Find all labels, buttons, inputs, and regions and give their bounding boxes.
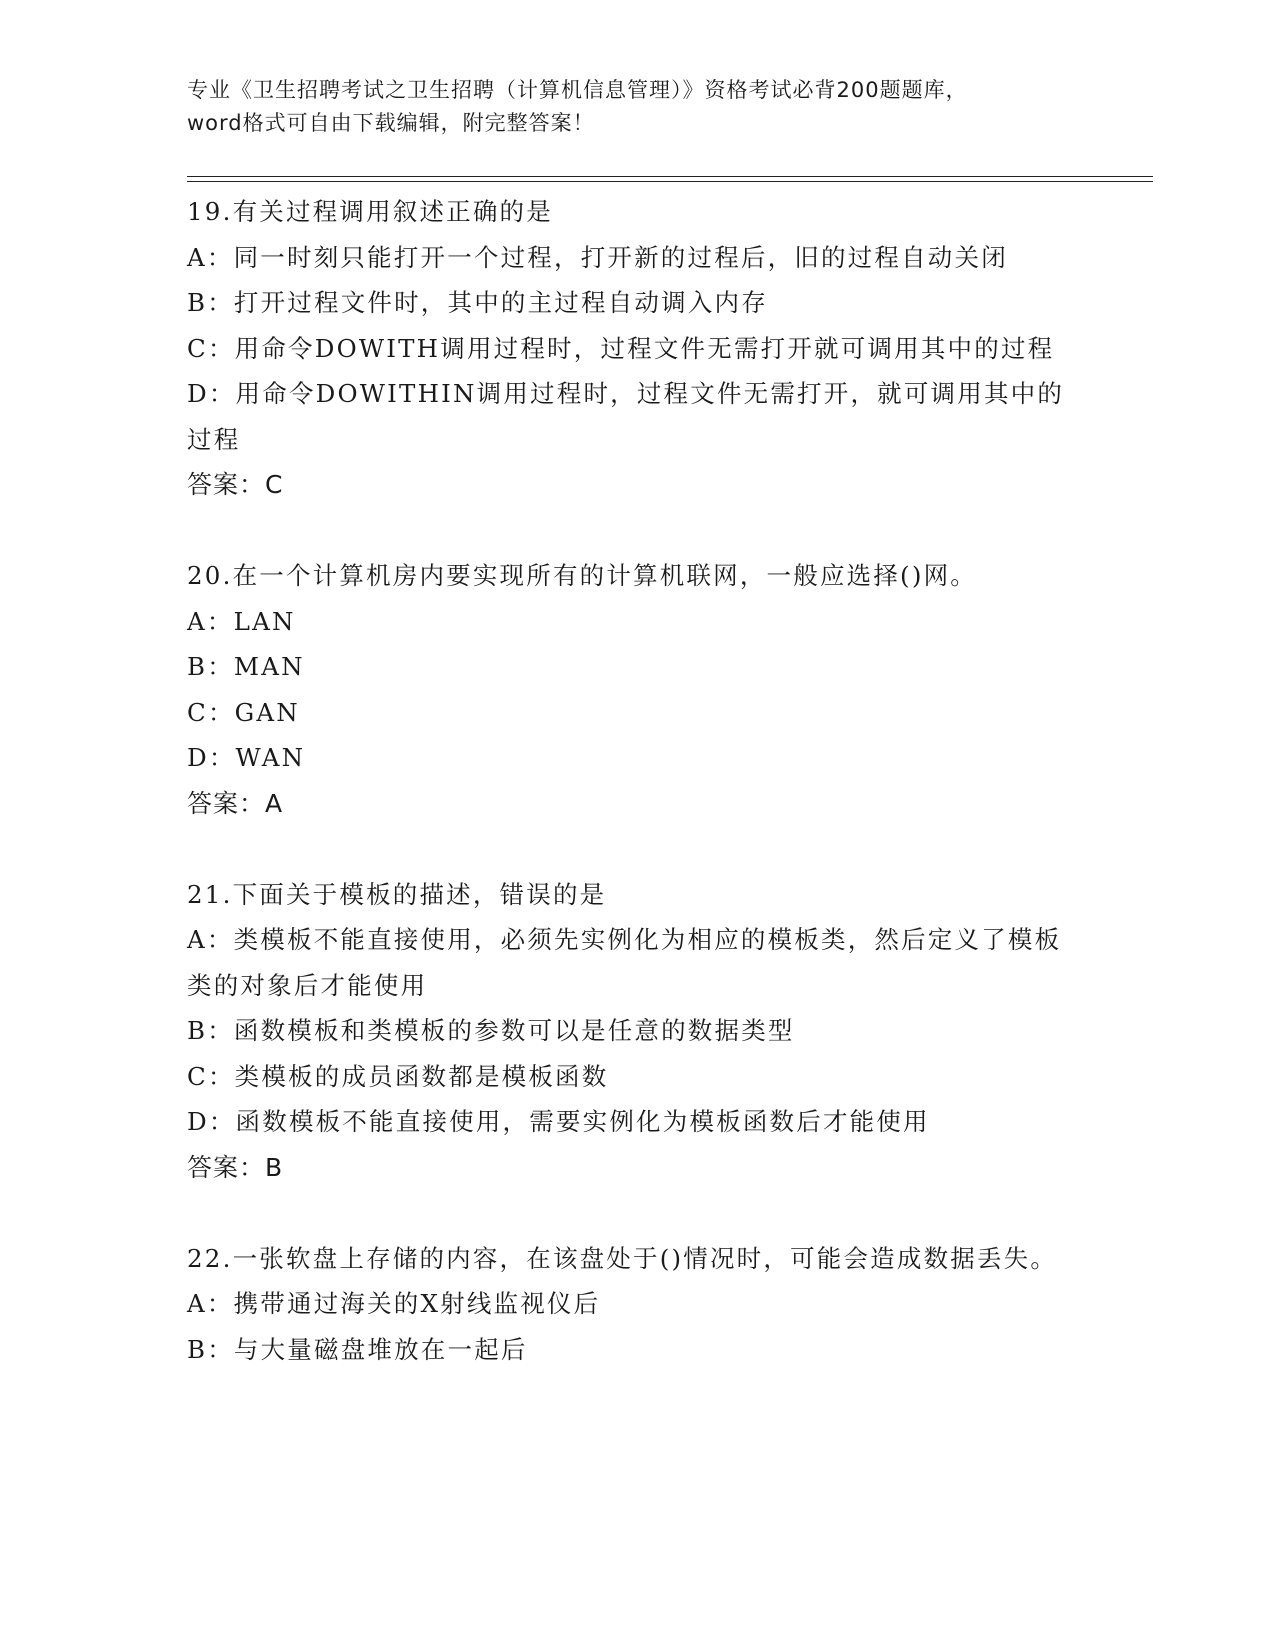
option-d: D：函数模板不能直接使用，需要实例化为模板函数后才能使用 bbox=[187, 1107, 930, 1136]
option-d: D：用命令DOWITHIN调用过程时，过程文件无需打开，就可调用其中的过程 bbox=[187, 379, 1065, 454]
question-19 bbox=[187, 189, 1087, 508]
header-title-line-2: word格式可自由下载编辑，附完整答案！ bbox=[187, 111, 595, 135]
option-d: D：WAN bbox=[187, 743, 306, 772]
option-b: B：与大量磁盘堆放在一起后 bbox=[187, 1334, 528, 1364]
question-21 bbox=[187, 872, 1087, 1191]
answer-line: 答案：C bbox=[187, 470, 284, 499]
option-b: B：打开过程文件时，其中的主过程自动调入内存 bbox=[187, 288, 768, 317]
question-stem: 19.有关过程调用叙述正确的是 bbox=[187, 197, 553, 226]
answer-line: 答案：A bbox=[187, 788, 284, 818]
option-c: C：GAN bbox=[187, 697, 300, 727]
question-spacer bbox=[187, 1190, 1087, 1236]
question-stem: 20.在一个计算机房内要实现所有的计算机联网，一般应选择()网。 bbox=[187, 561, 977, 590]
question-stem: 22.一张软盘上存储的内容，在该盘处于()情况时，可能会造成数据丢失。 bbox=[187, 1243, 1058, 1273]
option-a: A：LAN bbox=[187, 606, 296, 636]
option-b: B：MAN bbox=[187, 652, 305, 681]
question-list bbox=[187, 189, 1087, 1372]
question-stem: 21.下面关于模板的描述，错误的是 bbox=[187, 879, 607, 909]
header-divider-bottom bbox=[187, 181, 1153, 182]
question-spacer bbox=[187, 508, 1087, 554]
header-divider-top bbox=[187, 176, 1153, 177]
header-title-line-1: 专业《卫生招聘考试之卫生招聘（计算机信息管理）》资格考试必背200题题库， bbox=[187, 78, 968, 102]
document-header bbox=[187, 74, 1087, 140]
answer-line: 答案：B bbox=[187, 1152, 284, 1182]
option-c: C：用命令DOWITH调用过程时，过程文件无需打开就可调用其中的过程 bbox=[187, 333, 1055, 363]
question-22 bbox=[187, 1236, 1087, 1373]
option-b: B：函数模板和类模板的参数可以是任意的数据类型 bbox=[187, 1016, 795, 1045]
question-20 bbox=[187, 553, 1087, 826]
option-a: A：同一时刻只能打开一个过程，打开新的过程后，旧的过程自动关闭 bbox=[187, 242, 1008, 272]
option-a: A：携带通过海关的X射线监视仪后 bbox=[187, 1289, 601, 1318]
option-c: C：类模板的成员函数都是模板函数 bbox=[187, 1061, 609, 1091]
option-a: A：类模板不能直接使用，必须先实例化为相应的模板类，然后定义了模板类的对象后才能使用 bbox=[187, 925, 1062, 1000]
question-spacer bbox=[187, 826, 1087, 872]
